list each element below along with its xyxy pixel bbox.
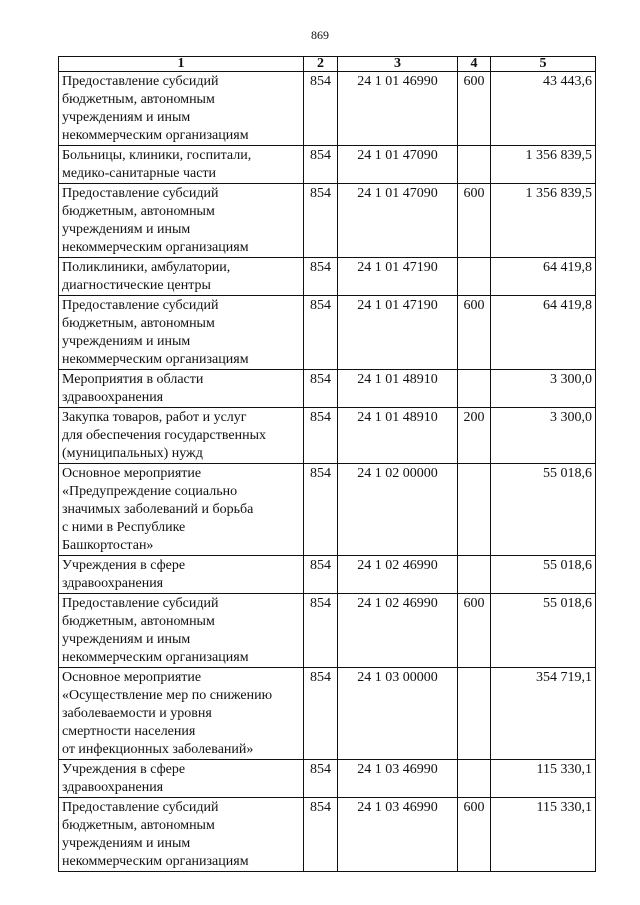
table-row: [59, 146, 596, 184]
row-name: Мероприятия в области здравоохранения: [59, 370, 304, 408]
row-code: 854: [304, 798, 338, 872]
row-code: 854: [304, 72, 338, 146]
row-name: Предоставление субсидий бюджетным, автономным учреждениям и иным некоммерческим организациям: [59, 72, 304, 146]
table-row: [59, 72, 596, 146]
header-row: [59, 57, 596, 72]
row-code: 854: [304, 370, 338, 408]
row-name: Больницы, клиники, госпитали, медико-санитарные части: [59, 146, 304, 184]
row-target-code: 24 1 02 00000: [338, 464, 458, 556]
header-col-1: 1: [59, 57, 304, 72]
row-code: 854: [304, 464, 338, 556]
header-col-5: 5: [491, 57, 596, 72]
row-code: 854: [304, 146, 338, 184]
row-code: 854: [304, 760, 338, 798]
table-row: [59, 760, 596, 798]
row-code: 854: [304, 184, 338, 258]
row-expense-type: [458, 464, 491, 556]
row-target-code: 24 1 02 46990: [338, 556, 458, 594]
row-amount: 55 018,6: [491, 464, 596, 556]
row-expense-type: 200: [458, 408, 491, 464]
row-amount: 55 018,6: [491, 556, 596, 594]
row-target-code: 24 1 03 00000: [338, 668, 458, 760]
row-expense-type: 600: [458, 798, 491, 872]
row-name: Предоставление субсидий бюджетным, автономным учреждениям и иным некоммерческим организациям: [59, 184, 304, 258]
row-name: Предоставление субсидий бюджетным, автономным учреждениям и иным некоммерческим организациям: [59, 798, 304, 872]
row-expense-type: [458, 370, 491, 408]
table-row: [59, 594, 596, 668]
row-expense-type: 600: [458, 184, 491, 258]
row-name: Закупка товаров, работ и услуг для обеспечения государственных (муниципальных) нужд: [59, 408, 304, 464]
row-name: Учреждения в сфере здравоохранения: [59, 556, 304, 594]
row-amount: 64 419,8: [491, 296, 596, 370]
budget-table: [58, 56, 596, 872]
row-name: Предоставление субсидий бюджетным, автономным учреждениям и иным некоммерческим организациям: [59, 296, 304, 370]
row-name: Предоставление субсидий бюджетным, автономным учреждениям и иным некоммерческим организациям: [59, 594, 304, 668]
row-expense-type: [458, 258, 491, 296]
row-code: 854: [304, 594, 338, 668]
table-row: [59, 464, 596, 556]
table-row: [59, 184, 596, 258]
row-amount: 115 330,1: [491, 798, 596, 872]
row-target-code: 24 1 01 47190: [338, 296, 458, 370]
table-row: [59, 258, 596, 296]
row-expense-type: [458, 556, 491, 594]
row-code: 854: [304, 556, 338, 594]
table-row: [59, 370, 596, 408]
row-expense-type: [458, 668, 491, 760]
row-amount: 55 018,6: [491, 594, 596, 668]
row-target-code: 24 1 03 46990: [338, 798, 458, 872]
page-number: 869: [311, 28, 329, 42]
row-amount: 43 443,6: [491, 72, 596, 146]
header-col-3: 3: [338, 57, 458, 72]
row-target-code: 24 1 01 47090: [338, 184, 458, 258]
table-row: [59, 798, 596, 872]
row-amount: 1 356 839,5: [491, 184, 596, 258]
row-amount: 1 356 839,5: [491, 146, 596, 184]
row-amount: 64 419,8: [491, 258, 596, 296]
row-amount: 3 300,0: [491, 408, 596, 464]
header-col-4: 4: [458, 57, 491, 72]
row-target-code: 24 1 01 47190: [338, 258, 458, 296]
row-target-code: 24 1 01 48910: [338, 370, 458, 408]
row-name: Учреждения в сфере здравоохранения: [59, 760, 304, 798]
row-expense-type: 600: [458, 72, 491, 146]
table-row: [59, 296, 596, 370]
row-expense-type: [458, 760, 491, 798]
row-expense-type: [458, 146, 491, 184]
row-target-code: 24 1 01 47090: [338, 146, 458, 184]
table-row: [59, 408, 596, 464]
row-target-code: 24 1 03 46990: [338, 760, 458, 798]
row-name: Основное мероприятие «Осуществление мер по снижению заболеваемости и уровня смертности населения от инфекционных заболеваний»: [59, 668, 304, 760]
header-col-2: 2: [304, 57, 338, 72]
table-row: [59, 556, 596, 594]
row-code: 854: [304, 296, 338, 370]
row-amount: 115 330,1: [491, 760, 596, 798]
row-target-code: 24 1 02 46990: [338, 594, 458, 668]
row-code: 854: [304, 408, 338, 464]
row-name: Основное мероприятие «Предупреждение социально значимых заболеваний и борьба с ними в Республике Башкортостан»: [59, 464, 304, 556]
table-row: [59, 668, 596, 760]
row-code: 854: [304, 258, 338, 296]
row-target-code: 24 1 01 48910: [338, 408, 458, 464]
row-expense-type: 600: [458, 296, 491, 370]
row-expense-type: 600: [458, 594, 491, 668]
row-amount: 3 300,0: [491, 370, 596, 408]
row-name: Поликлиники, амбулатории, диагностические центры: [59, 258, 304, 296]
row-amount: 354 719,1: [491, 668, 596, 760]
row-target-code: 24 1 01 46990: [338, 72, 458, 146]
row-code: 854: [304, 668, 338, 760]
